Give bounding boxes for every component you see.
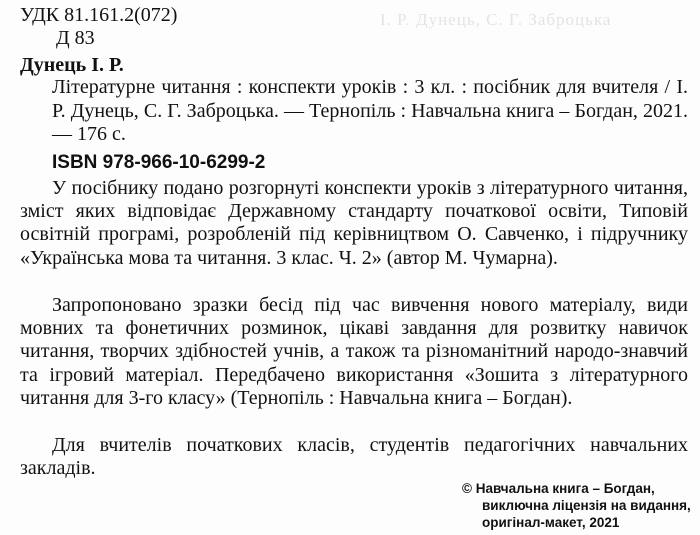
author-heading: Дунець І. Р. (20, 54, 124, 76)
isbn-number: ISBN 978-966-10-6299-2 (52, 152, 266, 173)
annotation-paragraph-3: Для вчителів початкових класів, студентів педагогічних навчальних закладів. (20, 434, 688, 480)
annotation-paragraph-1: У посібнику подано розгорнуті конспекти уроків з літературного читання, зміст яких відповідає Державному стандарту початкової освіти, Типовій освітній програмі, розробленій під керівництвом О. Савченко, і підручнику «Українська мова та читання. 3 клас. Ч. 2» (автор М. Чумарна). (20, 177, 688, 269)
bbk-code: Д 83 (56, 27, 95, 49)
udk-code: УДК 81.161.2(072) (20, 4, 178, 26)
annotation-paragraph-2: Запропоновано зразки бесід під час вивчення нового матеріалу, види мовних та фонетичних розминок, цікаві завдання для розвитку навичок читання, творчих здібностей учнів, а також та різноманітний народо-знавчий та ігровий матеріал. Передбачено використання «Зошита з літературного читання для 3-го класу» (Тернопіль : Навчальна книга – Богдан). (20, 294, 688, 409)
copyright-line-3: оригінал-макет, 2021 (482, 515, 620, 530)
copyright-notice (462, 480, 692, 531)
bibliographic-description: Літературне читання : конспекти уроків : 3 кл. : посібник для вчителя / І. Р. Дунець, С. Г. Заброцька. — Тернопіль : Навчальна книга – Богдан, 2021. — 176 с. (52, 76, 688, 145)
bleed-through-text: І. Р. Дунець, С. Г. Заброцька (380, 10, 612, 29)
copyright-line-1: © Навчальна книга – Богдан, (462, 481, 655, 496)
copyright-line-2: виключна ліцензія на видання, (482, 498, 691, 513)
